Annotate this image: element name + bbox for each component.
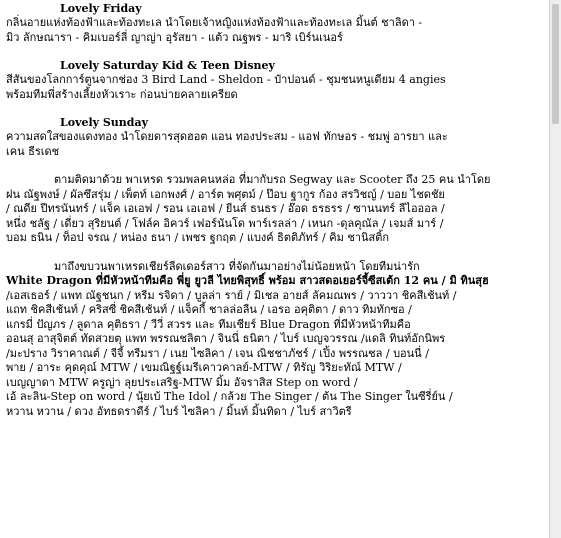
- paragraph-line: มาถึงขบวนพาเหรดเชียร์ลีดเดอร์สาว ที่จัดกันมาอย่างไม่น้อยหน้า โดยทีมน่ารัก: [54, 259, 420, 273]
- friday-heading: Lovely Friday: [60, 2, 142, 15]
- spacer: [6, 246, 545, 260]
- paragraph-line: เบญญาดา MTW ครูญ่า ลุยประเสริฐ-MTW มิ้ม อัจราสิส Step on word /: [6, 375, 358, 389]
- paragraph-line: แถท ชิคสีเช้นท์ / คริสซี่ ชิคสีเช้นท์ / แจ็คกี้ ชาลล่อลีน / เอรอ อคุติตา / ดาว ทิมทักซอ /: [6, 303, 412, 316]
- friday-line: มิว ลักษณารา - คิมเบอร์ลี่ ญาญ่า อุรัสยา - แต้ว ณฐพร - มาริ เบิร์นเนอร์: [6, 30, 343, 44]
- sunday-line: เคน ธีรเดช: [6, 144, 60, 158]
- paragraph-line: ออนสุ อาสุจิตต์ ทัดสวยตุ แพท พรรณชลิตา / จินนี่ ธนิตา / ไบร์ เบญจวรรณ /แดลิ ทินท์อักนิพร: [6, 332, 446, 345]
- sunday-heading: Lovely Sunday: [60, 116, 149, 129]
- saturday-heading: Lovely Saturday Kid & Teen Disney: [60, 59, 275, 72]
- spacer: [6, 45, 545, 59]
- saturday-line: สีสันของโลกการ์ตูนจากช่อง 3 Bird Land - Sheldon - ป๋าปอนด์ - ชุมชนหนูเดียม 4 angies: [6, 73, 446, 86]
- paragraph-line: เอ้ ละลิน-Step on word / นุ้ยเบ้ The Idol / กล้วย The Singer / ต้น The Singer ในซีรี่ย์น /: [6, 390, 453, 403]
- paragraph-line: /มะปราง วิราคาณต์ / จีจี้ ทรีมรา / เนย ไซลิคา / เจน ณิชชาภัชร์ / เปิ้ง พรรณชล / บอนนี่ /: [6, 346, 429, 360]
- paragraph-line: White Dragon ที่มีหัวหน้าทีมคือ พี่ยู ยูวลี ไทยพิสุทธิ์ พร้อม สาวสดอเยอร์จี้ซีสเต้ก 12 คน / มิ ทินสุฮ: [6, 274, 489, 287]
- paragraph-line: หวาน หวาน / ดวง อัทธดราดีร์ / ไบร์ ไซลิคา / มิ้นท์ มิ้นทิดา / ไบร์ สาวิตรี: [6, 404, 352, 418]
- vertical-scrollbar[interactable]: [549, 0, 561, 538]
- paragraph-line: ฝน ณัฐพงษ์ / ผัลซึสรุ่ม / เพ็ตท์ เอกพงศ์ / อาร์ต พศุตม์ / ป๊อบ ฐากูร ก้อง สรวิชญ์ / บอย ไชดชัย: [6, 187, 445, 201]
- paragraph-line: แกรมี่ ปัญภร / ลูดาล คุติธรา / วีวี่ สวรร และ ทีมเชียร์ Blue Dragon ที่มีหัวหน้าทีมคือ: [6, 317, 411, 331]
- paragraph-line: / ณดีย ปีทรนันทร์ / แจ็ค เอเอฟ / รอน เอเอฟ / ยีนส์ ธนธร / อ๊อด ธรธรร / ซานนทร์ ลีไอออล /: [6, 202, 445, 215]
- paragraph-line: /เอสเธอร์ / แพท ณัฐชนก / หรีม รจิดา / บูลล่า ราย์ / มิเชล อายส์ ลัคมณพร / วาววา ชิคสีเช้นท์ /: [6, 288, 457, 302]
- saturday-line: พร้อมทีมพี่สร้างเลี้ยงหัวเราะ ก่อนบ่ายคลายเครียด: [6, 87, 238, 101]
- friday-line: กลิ่นอายแห่งท้องฟ้าและท้องทะเล นำโดยเจ้าหญิงแห่งท้องฟ้าและท้องทะเล มิ้นต์ ชาลิดา -: [6, 16, 423, 29]
- scrollbar-thumb[interactable]: [552, 4, 559, 124]
- paragraph-line: หนึ่ง ชลัฐ / เดี่ยว สุริยนต์ / โฟล์ค อิควร์ เฟอร์นันโด พาร์เรลล่า / เหนก -ดุลคุณัล / เจมส์ มาร์ /: [6, 216, 444, 230]
- sunday-line: ความสดใสของแดงทอง นำโดยดารสุดฮอต แอน ทองประสม - แอฟ ทักษอร - ชมพู่ อารยา และ: [6, 130, 448, 143]
- paragraph-line: ตามติดมาด้วย พาเหรด รวมพลคนหล่อ ที่มากับรถ Segway และ Scooter ถึง 25 คน นำโดย: [54, 173, 491, 186]
- paragraph-line: บอม ธนิน / ท็อป จรณ / หน่อง ธนา / เพชร ฐกฤต / แบงค์ ธิตติภัทร์ / คิม ชานิสติ้ก: [6, 231, 390, 244]
- spacer: [6, 102, 545, 116]
- paragraph-line: พาย / อาระ คุดคุณ์ MTW / เขมณิฐฐ์เมรีเคาวคาลย์-MTW / ทิรัญ วิริยะทัณ์ MTW /: [6, 361, 402, 374]
- spacer: [6, 159, 545, 173]
